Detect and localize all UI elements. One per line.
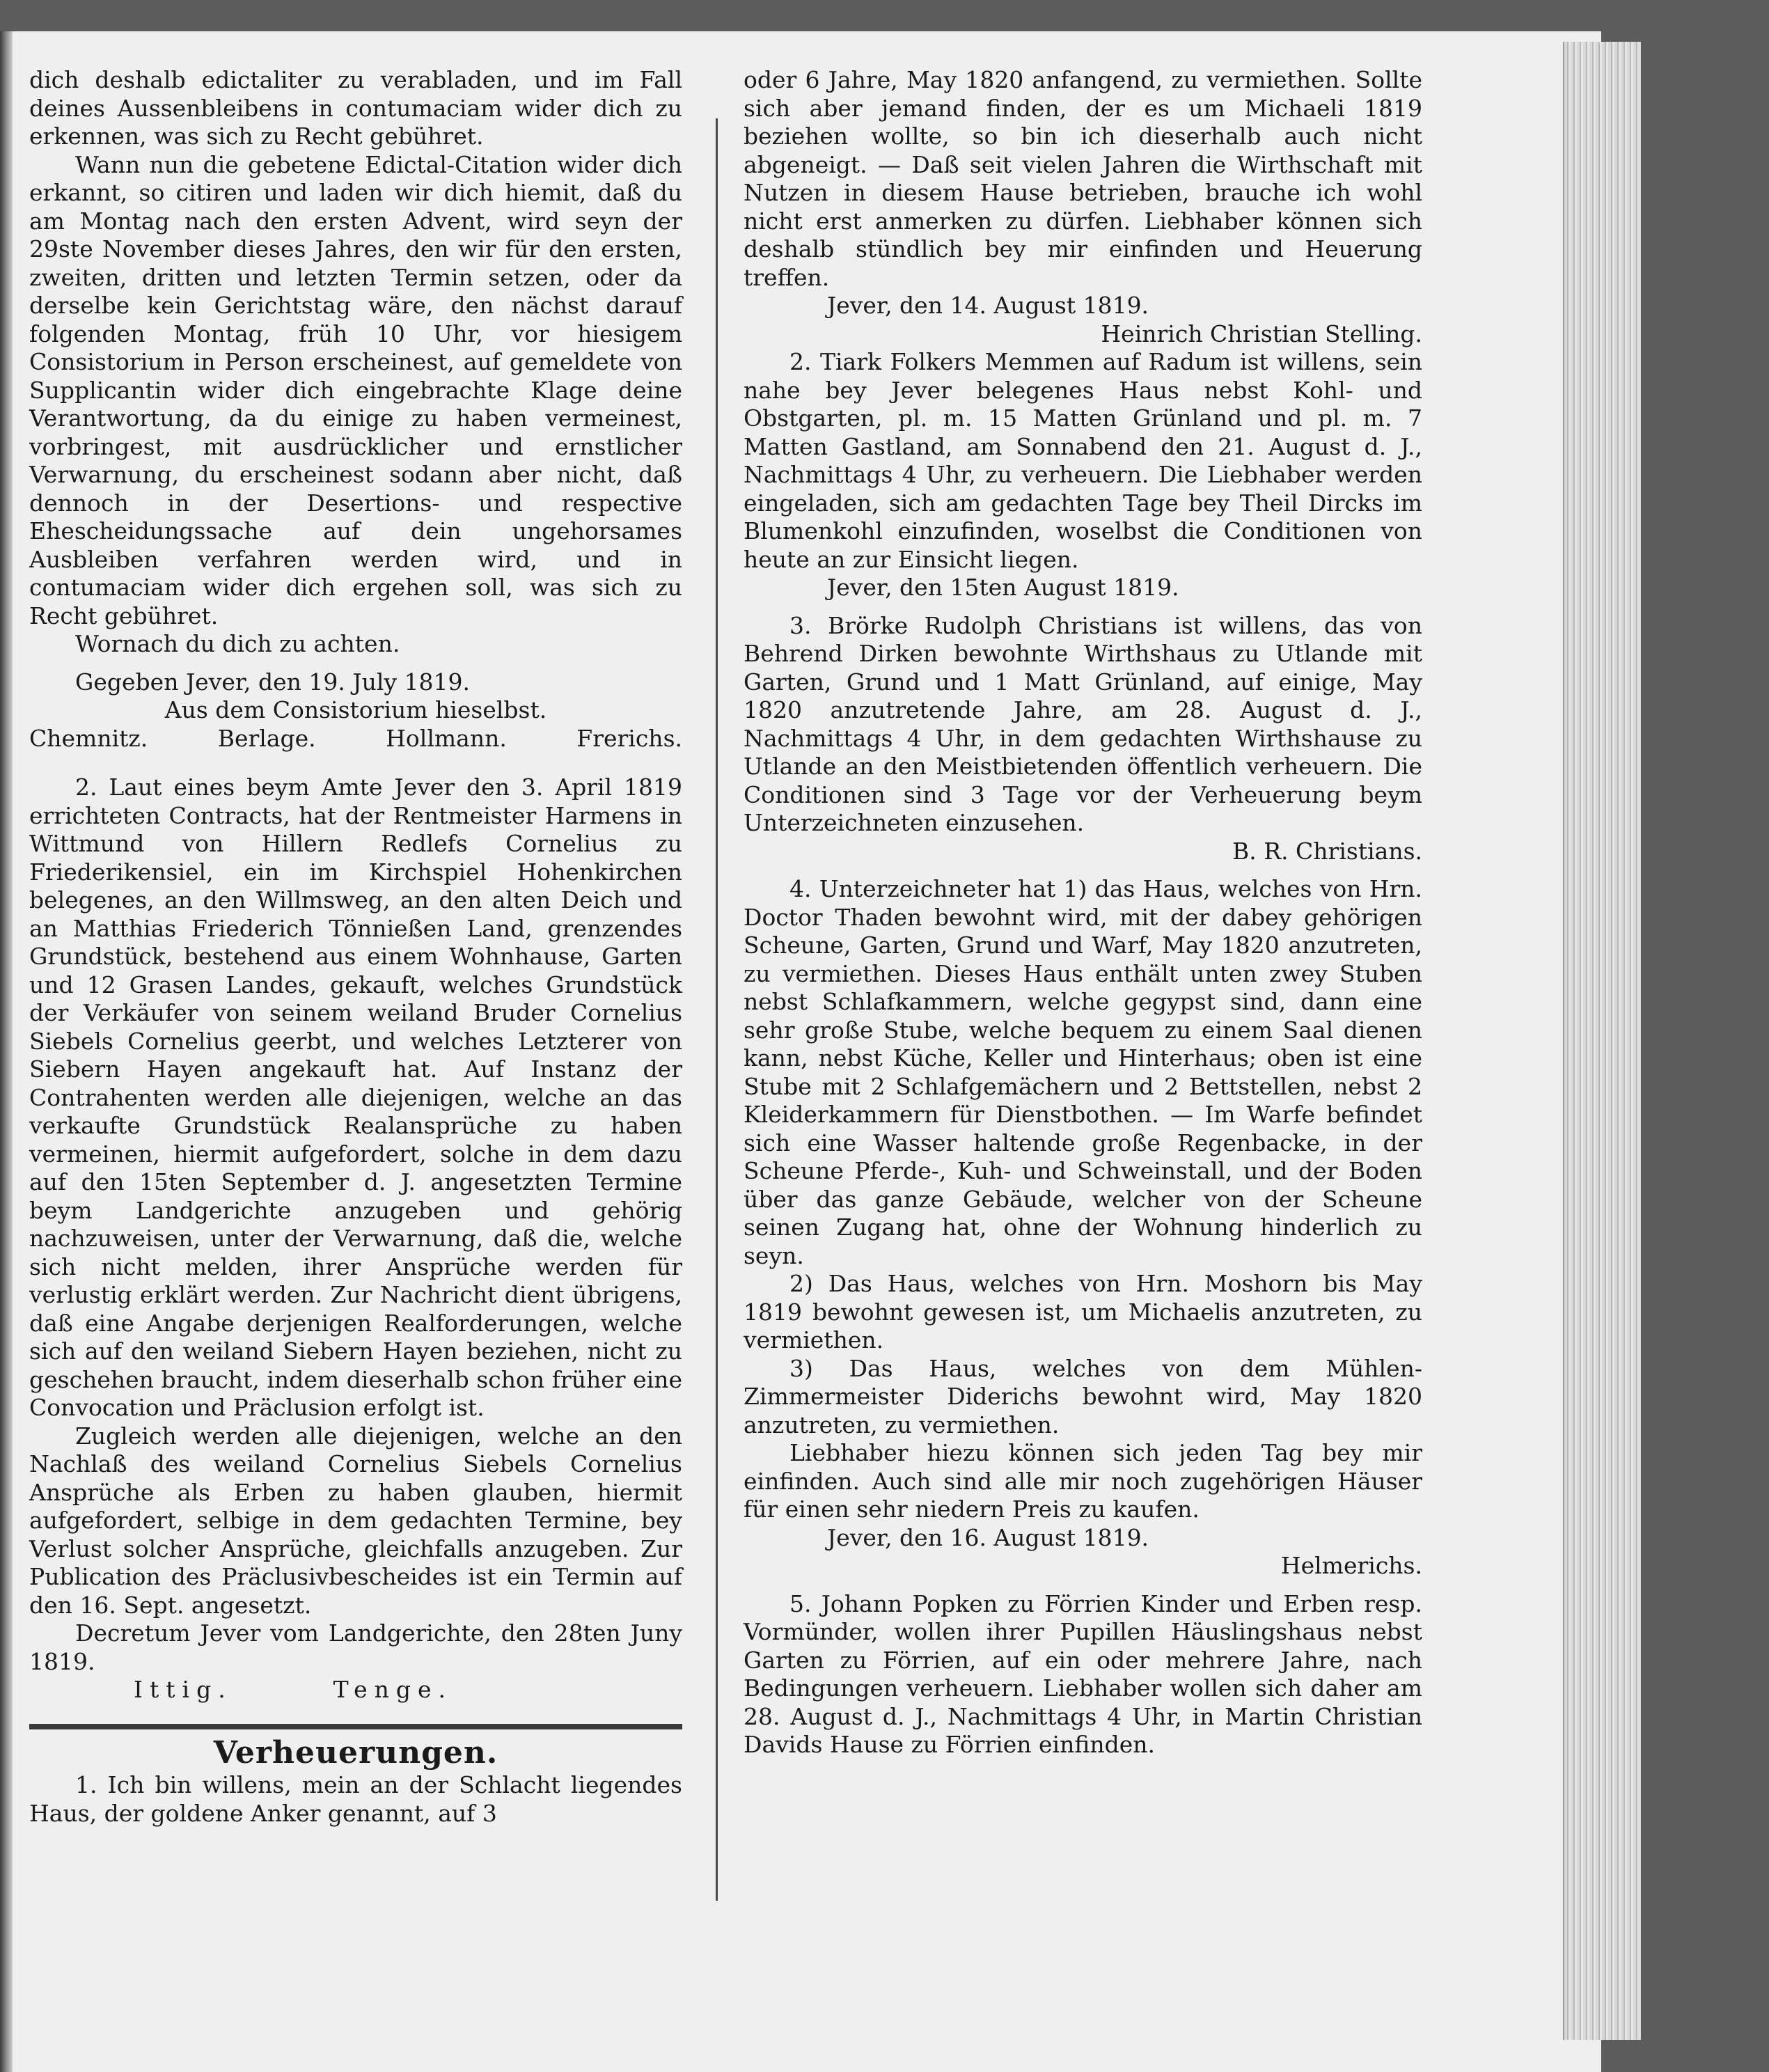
given-date: Gegeben Jever, den 19. July 1819. — [75, 668, 471, 696]
signatories — [29, 725, 682, 753]
left-column — [29, 66, 682, 1828]
consistorium-line: Aus dem Consistorium hieselbst. — [164, 696, 547, 723]
rental-notice-3: 3. Brörke Rudolph Christians ist willens, das von Behrend Dirken bewohnte Wirthshaus zu Utlande mit Garten, Grund und 1 Matt Grünland, auf einige, May 1820 anzutretende Jahre, am 28. August d. J., Nachmittags 4 Uhr, in dem gedachten Wirthshause zu Utlande an den Meistbietenden öffentlich verheuern. Die Conditionen sind 3 Tage vor der Verheuerung beym Unterzeichneten einzusehen. — [744, 611, 1422, 836]
contract-notice: 2. Laut eines beym Amte Jever den 3. April 1819 errichteten Contracts, hat der Rentmeister Harmens in Wittmund von Hillern Redlefs Cornelius zu Friederikensiel, ein im Kirchspiel Hohenkirchen belegenes, an den Willmsweg, an den alten Deich und an Matthias Friederich Tönnießen Land, grenzendes Grundstück, bestehend aus einem Wohnhause, Garten und 12 Grasen Landes, gekauft, welches Grundstück der Verkäufer von seinem weiland Bruder Cornelius Siebels Cornelius geerbt, und welches Letzterer von Siebern Hayen angekauft hat. Auf Instanz der Contrahenten werden alle diejenigen, welche an das verkaufte Grundstück Realansprüche zu haben vermeinen, hiermit aufgefordert, solche in dem dazu auf den 15ten September d. J. angesetzten Termine beym Landgerichte anzugeben und gehörig nachzuweisen, unter der Verwarnung, daß die, welche sich nicht melden, ihrer Ansprüche werden für verlustig erklärt werden. Zur Nachricht dient übrigens, daß eine Angabe derjenigen Realforderungen, welche sich auf den weiland Siebern Hayen beziehen, nicht zu geschehen braucht, indem dieserhalb schon früher eine Convocation und Präclusion erfolgt ist. — [29, 774, 682, 1421]
signatory: Berlage. — [217, 724, 316, 752]
citation-body: Wann nun die gebetene Edictal-Citation wider dich erkannt, so citiren und laden wir dich hiemit, daß du am Montag nach den ersten Advent, wird seyn der 29ste November dieses Jahres, den wir für den ersten, zweiten, dritten und letzten Termin setzen, oder da derselbe kein Gerichtstag wäre, den nächst darauf folgenden Montag, früh 10 Uhr, vor hiesigem Consistorium in Person erscheinest, auf gemeldete von Supplicantin wider dich eingebrachte Klage deine Verantwortung, da du einige zu haben vermeinest, vorbringest, mit ausdrücklicher und ernstlicher Verwarnung, du erscheinest sodann aber nicht, daß dennoch in der Desertions- und respective Ehescheidungssache auf dein ungehorsames Ausbleiben verfahren werden wird, und in contumaciam wider dich ergehen soll, was sich zu Recht gebühret. — [29, 150, 682, 629]
section-title: Verheuerungen. — [213, 1734, 498, 1771]
notice-signature: B. R. Christians. — [1232, 837, 1422, 865]
right-column — [744, 66, 1422, 1759]
notice-signature: Heinrich Christian Stelling. — [1101, 320, 1422, 347]
rental-notice-4-item3: 3) Das Haus, welches von dem Mühlen-Zimmermeister Diderichs bewohnt wird, May 1820 anzutreten, zu vermiethen. — [744, 1354, 1422, 1438]
page-edges — [1563, 42, 1641, 2040]
rental-notice-1-cont: oder 6 Jahre, May 1820 anfangend, zu vermiethen. Sollte sich aber jemand finden, der es um Michaeli 1819 beziehen wollte, so bin ich dieserhalb auch nicht abgeneigt. — Daß seit vielen Jahren die Wirthschaft mit Nutzen in diesem Hause betrieben, brauche ich wohl nicht erst anmerken zu dürfen. Liebhaber können sich deshalb stündlich bey mir einfinden und Heuerung treffen. — [744, 66, 1422, 291]
heirs-notice: Zugleich werden alle diejenigen, welche an den Nachlaß des weiland Cornelius Siebels Cornelius Ansprüche als Erben zu haben glauben, hiermit aufgefordert, selbige in dem gedachten Termine, bey Verlust solcher Ansprüche, gleichfalls anzugeben. Zur Publication des Präclusivbescheides ist ein Termin auf den 16. Sept. angesetzt. — [29, 1422, 682, 1619]
notice-date: Jever, den 14. August 1819. — [827, 292, 1149, 319]
notice-date: Jever, den 16. August 1819. — [827, 1523, 1149, 1551]
rental-notice-2: 2. Tiark Folkers Memmen auf Radum ist willens, sein nahe bey Jever belegenes Haus nebst Kohl- und Obstgarten, pl. m. 15 Matten Grünland und pl. m. 7 Matten Gastland, am Sonnabend den 21. August d. J., Nachmittags 4 Uhr, zu verheuern. Die Liebhaber werden eingeladen, sich am gedachten Tage bey Theil Dircks im Blumenkohl einzufinden, woselbst die Conditionen von heute an zur Einsicht liegen. — [744, 348, 1422, 573]
signatory: Hollmann. — [386, 724, 507, 752]
notice-date: Jever, den 15ten August 1819. — [827, 574, 1179, 601]
decretum: Decretum Jever vom Landgerichte, den 28ten Juny 1819. — [29, 1619, 682, 1675]
book-binding — [0, 31, 13, 2072]
rental-notice-1-start: 1. Ich bin willens, mein an der Schlacht liegendes Haus, der goldene Anker genannt, auf 3 — [29, 1771, 682, 1827]
citation-closing: Wornach du dich zu achten. — [75, 630, 400, 657]
rental-notice-4: 4. Unterzeichneter hat 1) das Haus, welches von Hrn. Doctor Thaden bewohnt wird, mit der dabey gehörigen Scheune, Garten, Grund und Warf, May 1820 anzutreten, zu vermiethen. Dieses Haus enthält unten zwey Stuben nebst Schlafkammern, welche gegypst sind, dann eine sehr große Stube, welche bequem zu einem Saal dienen kann, nebst Küche, Keller und Hinterhaus; oben ist eine Stube mit 2 Schlafgemächern und 2 Bettstellen, nebst 2 Kleiderkammern für Dienstbothen. — Im Warfe befindet sich eine Wasser haltende große Regenbacke, in der Scheune Pferde-, Kuh- und Schweinstall, und der Boden über das ganze Gebäude, welcher von der Scheune seinen Zugang hat, ohne der Wohnung hinderlich zu seyn. — [744, 875, 1422, 1269]
rental-notice-5: 5. Johann Popken zu Förrien Kinder und Erben resp. Vormünder, wollen ihrer Pupillen Häuslingshaus nebst Garten zu Förrien, auf ein oder mehrere Jahre, nach Bedingungen verheuern. Liebhaber wollen sich daher am 28. August d. J., Nachmittags 4 Uhr, in Martin Christian Davids Hause zu Förrien einfinden. — [744, 1590, 1422, 1758]
signatory: Frerichs. — [576, 724, 682, 752]
column-divider — [716, 118, 718, 1901]
citation-continuation: dich deshalb edictaliter zu verabladen, und im Fall deines Aussenbleibens in contumaciam wider dich zu erkennen, was sich zu Recht gebühret. — [29, 66, 682, 150]
court-signatures — [29, 1676, 682, 1704]
rental-notice-4-item2: 2) Das Haus, welches von Hrn. Moshorn bis May 1819 bewohnt gewesen ist, um Michaelis anzutreten, zu vermiethen. — [744, 1270, 1422, 1353]
rental-notice-4-closing: Liebhaber hiezu können sich jeden Tag bey mir einfinden. Auch sind alle mir noch zugehörigen Häuser für einen sehr niedern Preis zu kaufen. — [744, 1439, 1422, 1523]
section-rule — [29, 1724, 682, 1729]
notice-signature: Helmerichs. — [1280, 1552, 1422, 1579]
signatory: Chemnitz. — [29, 724, 148, 752]
signature-tenge: Tenge. — [333, 1676, 453, 1703]
signature-ittig: Ittig. — [134, 1676, 233, 1703]
